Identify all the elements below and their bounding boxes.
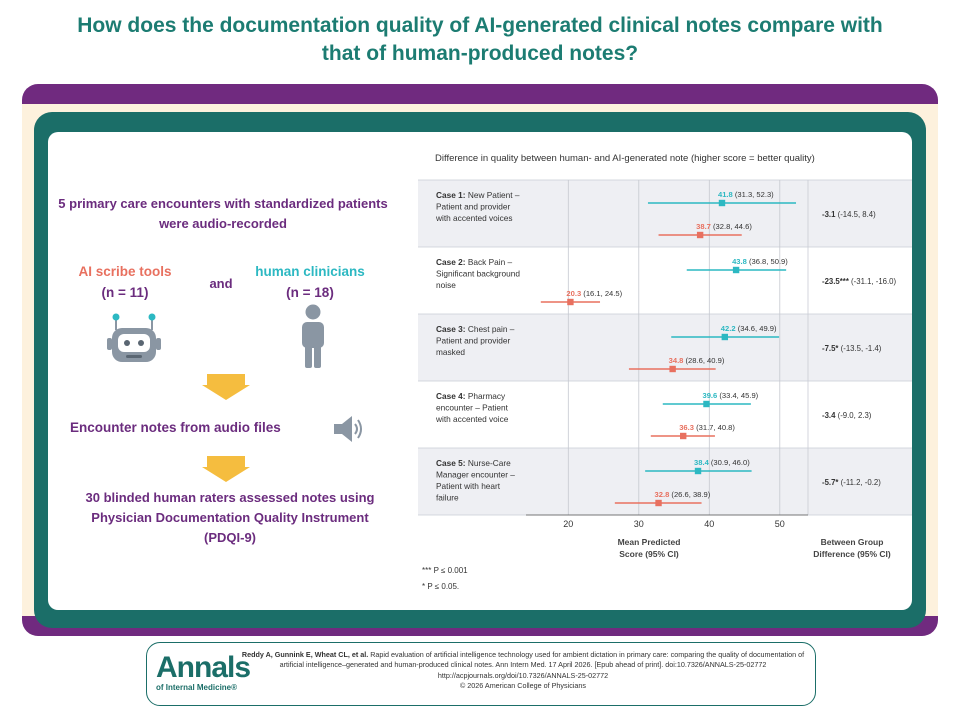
ai-point: [655, 500, 661, 506]
encounters-text: 5 primary care encounters with standardized patients were audio-recorded: [58, 196, 388, 232]
ai-point: [680, 433, 686, 439]
human-point: [719, 200, 725, 206]
case-label: with accented voices: [436, 213, 513, 223]
x-tick-label: 50: [774, 519, 785, 529]
human-label: human clinicians: [255, 264, 365, 279]
difference-value: -23.5*** (-31.1, -16.0): [822, 277, 897, 286]
ai-point: [697, 232, 703, 238]
human-value-label: 41.8 (31.3, 52.3): [717, 190, 774, 199]
ai-point: [669, 366, 675, 372]
ai-group: [70, 262, 180, 304]
x-tick-label: 30: [633, 519, 644, 529]
case-label: Case 4: Pharmacy: [436, 391, 506, 401]
ai-value-label: 34.8 (28.6, 40.9): [668, 356, 725, 365]
case-label: with accented voice: [436, 414, 509, 424]
case-label: Case 2: Back Pain –: [436, 257, 513, 267]
ai-label: AI scribe tools: [78, 264, 172, 279]
forest-plot: [418, 146, 912, 606]
arrow-down-icon: [202, 456, 250, 482]
x-axis-label: Mean Predicted: [617, 537, 681, 547]
case-label: masked: [436, 347, 466, 357]
case-label: Case 3: Chest pain –: [436, 324, 515, 334]
and-text: and: [209, 276, 233, 291]
notes-text: Encounter notes from audio files: [70, 420, 281, 435]
human-point: [695, 468, 701, 474]
case-label: Case 1: New Patient –: [436, 190, 520, 200]
case-label: Significant background: [436, 268, 520, 279]
case-label: Patient with heart: [436, 481, 501, 491]
copyright: © 2026 American College of Physicians: [460, 681, 586, 691]
human-n: (n = 18): [286, 284, 334, 300]
footnote-2: * P ≤ 0.05.: [422, 582, 460, 591]
ai-value-label: 32.8 (26.6, 38.9): [654, 490, 711, 499]
difference-value: -3.4 (-9.0, 2.3): [822, 411, 872, 420]
difference-value: -3.1 (-14.5, 8.4): [822, 210, 876, 219]
x-axis-label: Score (95% CI): [619, 549, 679, 559]
case-label: failure: [436, 492, 459, 503]
x-tick-label: 20: [563, 519, 574, 529]
citation-text: [238, 650, 808, 692]
arrow-down-icon: [202, 374, 250, 400]
citation-body: Rapid evaluation of artificial intelligence technology used for ambient dictation in primary care: comparing the quality of documentation of artificial intelligence–generated and human-produced clinical notes. Ann Intern Med. 17 April 2026. [Epub ahead of print]. doi:10.7326/ANNALS-25-02772 http://acpjournals.org/doi/10.7326/ANNALS-25-02772: [279, 650, 805, 680]
right-column-header: Between Group: [820, 537, 884, 547]
human-point: [722, 334, 728, 340]
page-title: How does the documentation quality of AI-generated clinical notes compare with that of human-produced notes?: [77, 14, 883, 66]
ai-value-label: 20.3 (16.1, 24.5): [566, 289, 623, 298]
human-value-label: 39.6 (33.4, 45.9): [702, 391, 759, 400]
x-tick-label: 40: [704, 519, 715, 529]
case-label: Manager encounter –: [436, 469, 515, 480]
raters-text: 30 blinded human raters assessed notes using Physician Documentation Quality Instrument (PDQI-9): [85, 490, 375, 546]
human-value-label: 38.4 (30.9, 46.0): [694, 458, 750, 467]
journal-logo-subtitle: of Internal Medicine®: [156, 683, 238, 692]
ai-value-label: 36.3 (31.7, 40.8): [679, 423, 735, 432]
chart-title: Difference in quality between human- and AI-generated note (higher score = better quality): [435, 153, 815, 164]
ai-value-label: 38.7 (32.8, 44.6): [696, 222, 752, 231]
difference-value: -7.5* (-13.5, -1.4): [822, 344, 882, 353]
speaker-icon: [332, 414, 366, 444]
case-label: Patient and provider: [436, 335, 511, 346]
ai-point: [567, 299, 573, 305]
person-icon: [298, 304, 328, 370]
case-label: Case 5: Nurse-Care: [436, 458, 511, 468]
ai-n: (n = 11): [101, 284, 149, 300]
journal-logo: Annals: [156, 651, 251, 684]
robot-icon: [104, 312, 164, 364]
case-label: Patient and provider: [436, 201, 511, 212]
case-label: encounter – Patient: [436, 402, 508, 413]
human-point: [703, 401, 709, 407]
case-label: noise: [436, 280, 456, 290]
human-value-label: 42.2 (34.6, 49.9): [720, 324, 777, 333]
human-point: [733, 267, 739, 273]
right-column-header: Difference (95% CI): [813, 549, 891, 559]
difference-value: -5.7* (-11.2, -0.2): [822, 478, 881, 487]
footnote-1: *** P ≤ 0.001: [422, 566, 468, 575]
human-value-label: 43.8 (36.8, 50.9): [732, 257, 788, 266]
human-group: [240, 262, 380, 304]
citation-authors: Reddy A, Gunnink E, Wheat CL, et al.: [241, 650, 369, 659]
